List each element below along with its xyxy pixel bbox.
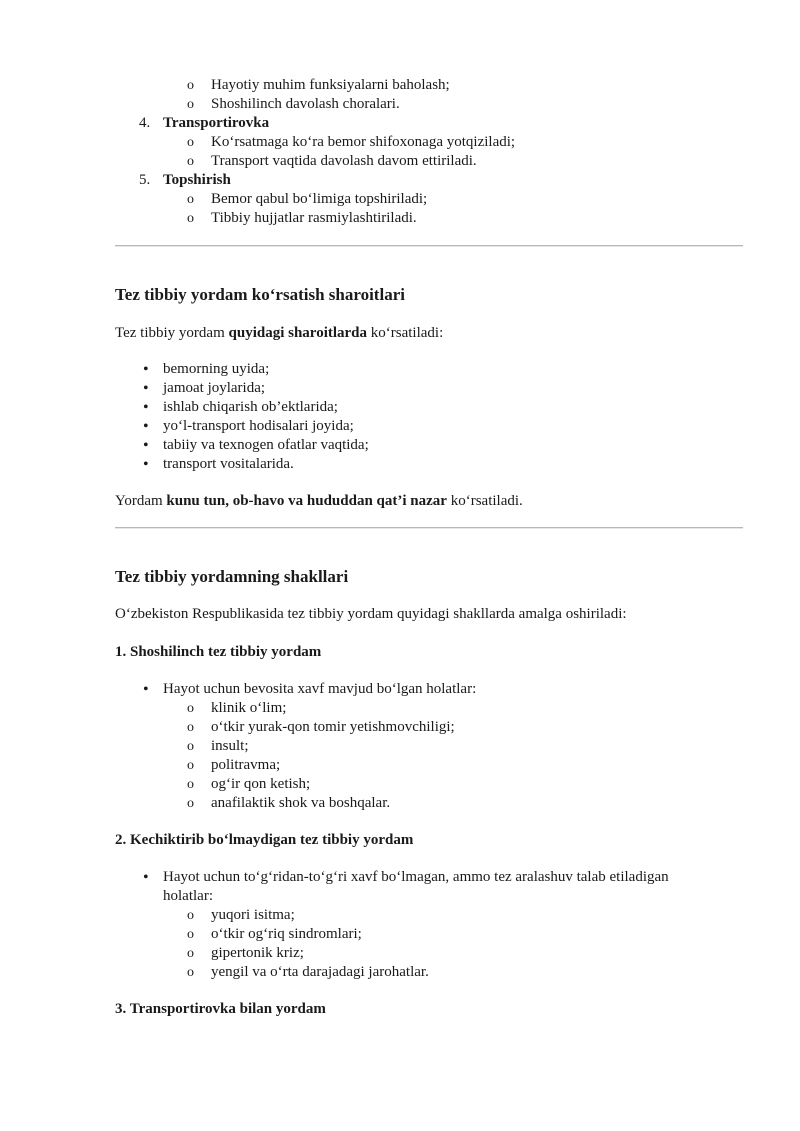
list-item: jamoat joylarida; [163, 380, 266, 396]
sub-bullet-marker: o [187, 192, 194, 207]
bullet-marker: • [143, 681, 149, 698]
list-item: Tibbiy hujjatlar rasmiylashtiriladi. [211, 210, 417, 226]
list-item: politravma; [211, 757, 281, 773]
sub-bullet-marker: o [187, 720, 194, 735]
list-item: o‘tkir og‘riq sindromlari; [211, 926, 362, 942]
sub-bullet-marker: o [187, 97, 194, 112]
bullet-marker: • [143, 418, 149, 435]
list-item: Ko‘rsatmaga ko‘ra bemor shifoxonaga yotqiziladi; [211, 134, 516, 150]
list-item: bemorning uyida; [163, 361, 270, 377]
sub-bullet-marker: o [187, 796, 194, 811]
list-item: Hayot uchun to‘g‘ridan-to‘g‘ri xavf bo‘lmagan, ammo tez aralashuv talab etiladigan [163, 869, 669, 885]
list-item: transport vositalarida. [163, 456, 294, 472]
bullet-marker: • [143, 399, 149, 416]
subsection-heading: 2. Kechiktirib bo‘lmaydigan tez tibbiy yordam [115, 832, 414, 848]
list-number: 5. [139, 172, 151, 188]
section-intro: O‘zbekiston Respublikasida tez tibbiy yordam quyidagi shakllarda amalga oshiriladi: [115, 606, 627, 622]
subsection-heading: 3. Transportirovka bilan yordam [115, 1001, 326, 1017]
sub-bullet-marker: o [187, 758, 194, 773]
list-item: yo‘l-transport hodisalari joyida; [163, 418, 354, 434]
list-item: Bemor qabul bo‘limiga topshiriladi; [211, 191, 428, 207]
list-number: 4. [139, 115, 151, 131]
list-item: Transport vaqtida davolash davom ettiriladi. [211, 153, 477, 169]
sub-bullet-marker: o [187, 777, 194, 792]
sub-bullet-marker: o [187, 701, 194, 716]
list-item: yengil va o‘rta darajadagi jarohatlar. [211, 964, 429, 980]
list-item-title: Transportirovka [163, 115, 270, 131]
list-item: yuqori isitma; [211, 907, 295, 923]
horizontal-divider [115, 245, 743, 247]
list-item: Hayotiy muhim funksiyalarni baholash; [211, 77, 450, 93]
section-note: Yordam kunu tun, ob-havo va hududdan qat’i nazar ko‘rsatiladi. [115, 493, 523, 509]
list-item-title: Topshirish [163, 172, 231, 188]
section-intro: Tez tibbiy yordam quyidagi sharoitlarda ko‘rsatiladi: [115, 325, 444, 341]
list-item: ishlab chiqarish ob’ektlarida; [163, 399, 338, 415]
bullet-marker: • [143, 869, 149, 886]
list-item: og‘ir qon ketish; [211, 776, 311, 792]
list-item: Shoshilinch davolash choralari. [211, 96, 400, 112]
sub-bullet-marker: o [187, 927, 194, 942]
sub-bullet-marker: o [187, 946, 194, 961]
section-heading: Tez tibbiy yordamning shakllari [115, 567, 349, 586]
sub-bullet-marker: o [187, 154, 194, 169]
sub-bullet-marker: o [187, 908, 194, 923]
list-item: klinik o‘lim; [211, 700, 287, 716]
list-item: anafilaktik shok va boshqalar. [211, 795, 391, 811]
horizontal-divider [115, 527, 743, 529]
list-item: gipertonik kriz; [211, 945, 304, 961]
sub-bullet-marker: o [187, 78, 194, 93]
sub-bullet-marker: o [187, 739, 194, 754]
bullet-marker: • [143, 361, 149, 378]
list-item: tabiiy va texnogen ofatlar vaqtida; [163, 437, 369, 453]
list-item-continuation: holatlar: [163, 888, 213, 904]
sub-bullet-marker: o [187, 135, 194, 150]
subsection-heading: 1. Shoshilinch tez tibbiy yordam [115, 644, 322, 660]
bullet-marker: • [143, 456, 149, 473]
list-item: o‘tkir yurak-qon tomir yetishmovchiligi; [211, 719, 455, 735]
section-heading: Tez tibbiy yordam ko‘rsatish sharoitlari [115, 285, 405, 304]
bullet-marker: • [143, 437, 149, 454]
list-item: Hayot uchun bevosita xavf mavjud bo‘lgan holatlar: [163, 681, 477, 697]
sub-bullet-marker: o [187, 965, 194, 980]
bullet-marker: • [143, 380, 149, 397]
list-item: insult; [211, 738, 249, 754]
sub-bullet-marker: o [187, 211, 194, 226]
